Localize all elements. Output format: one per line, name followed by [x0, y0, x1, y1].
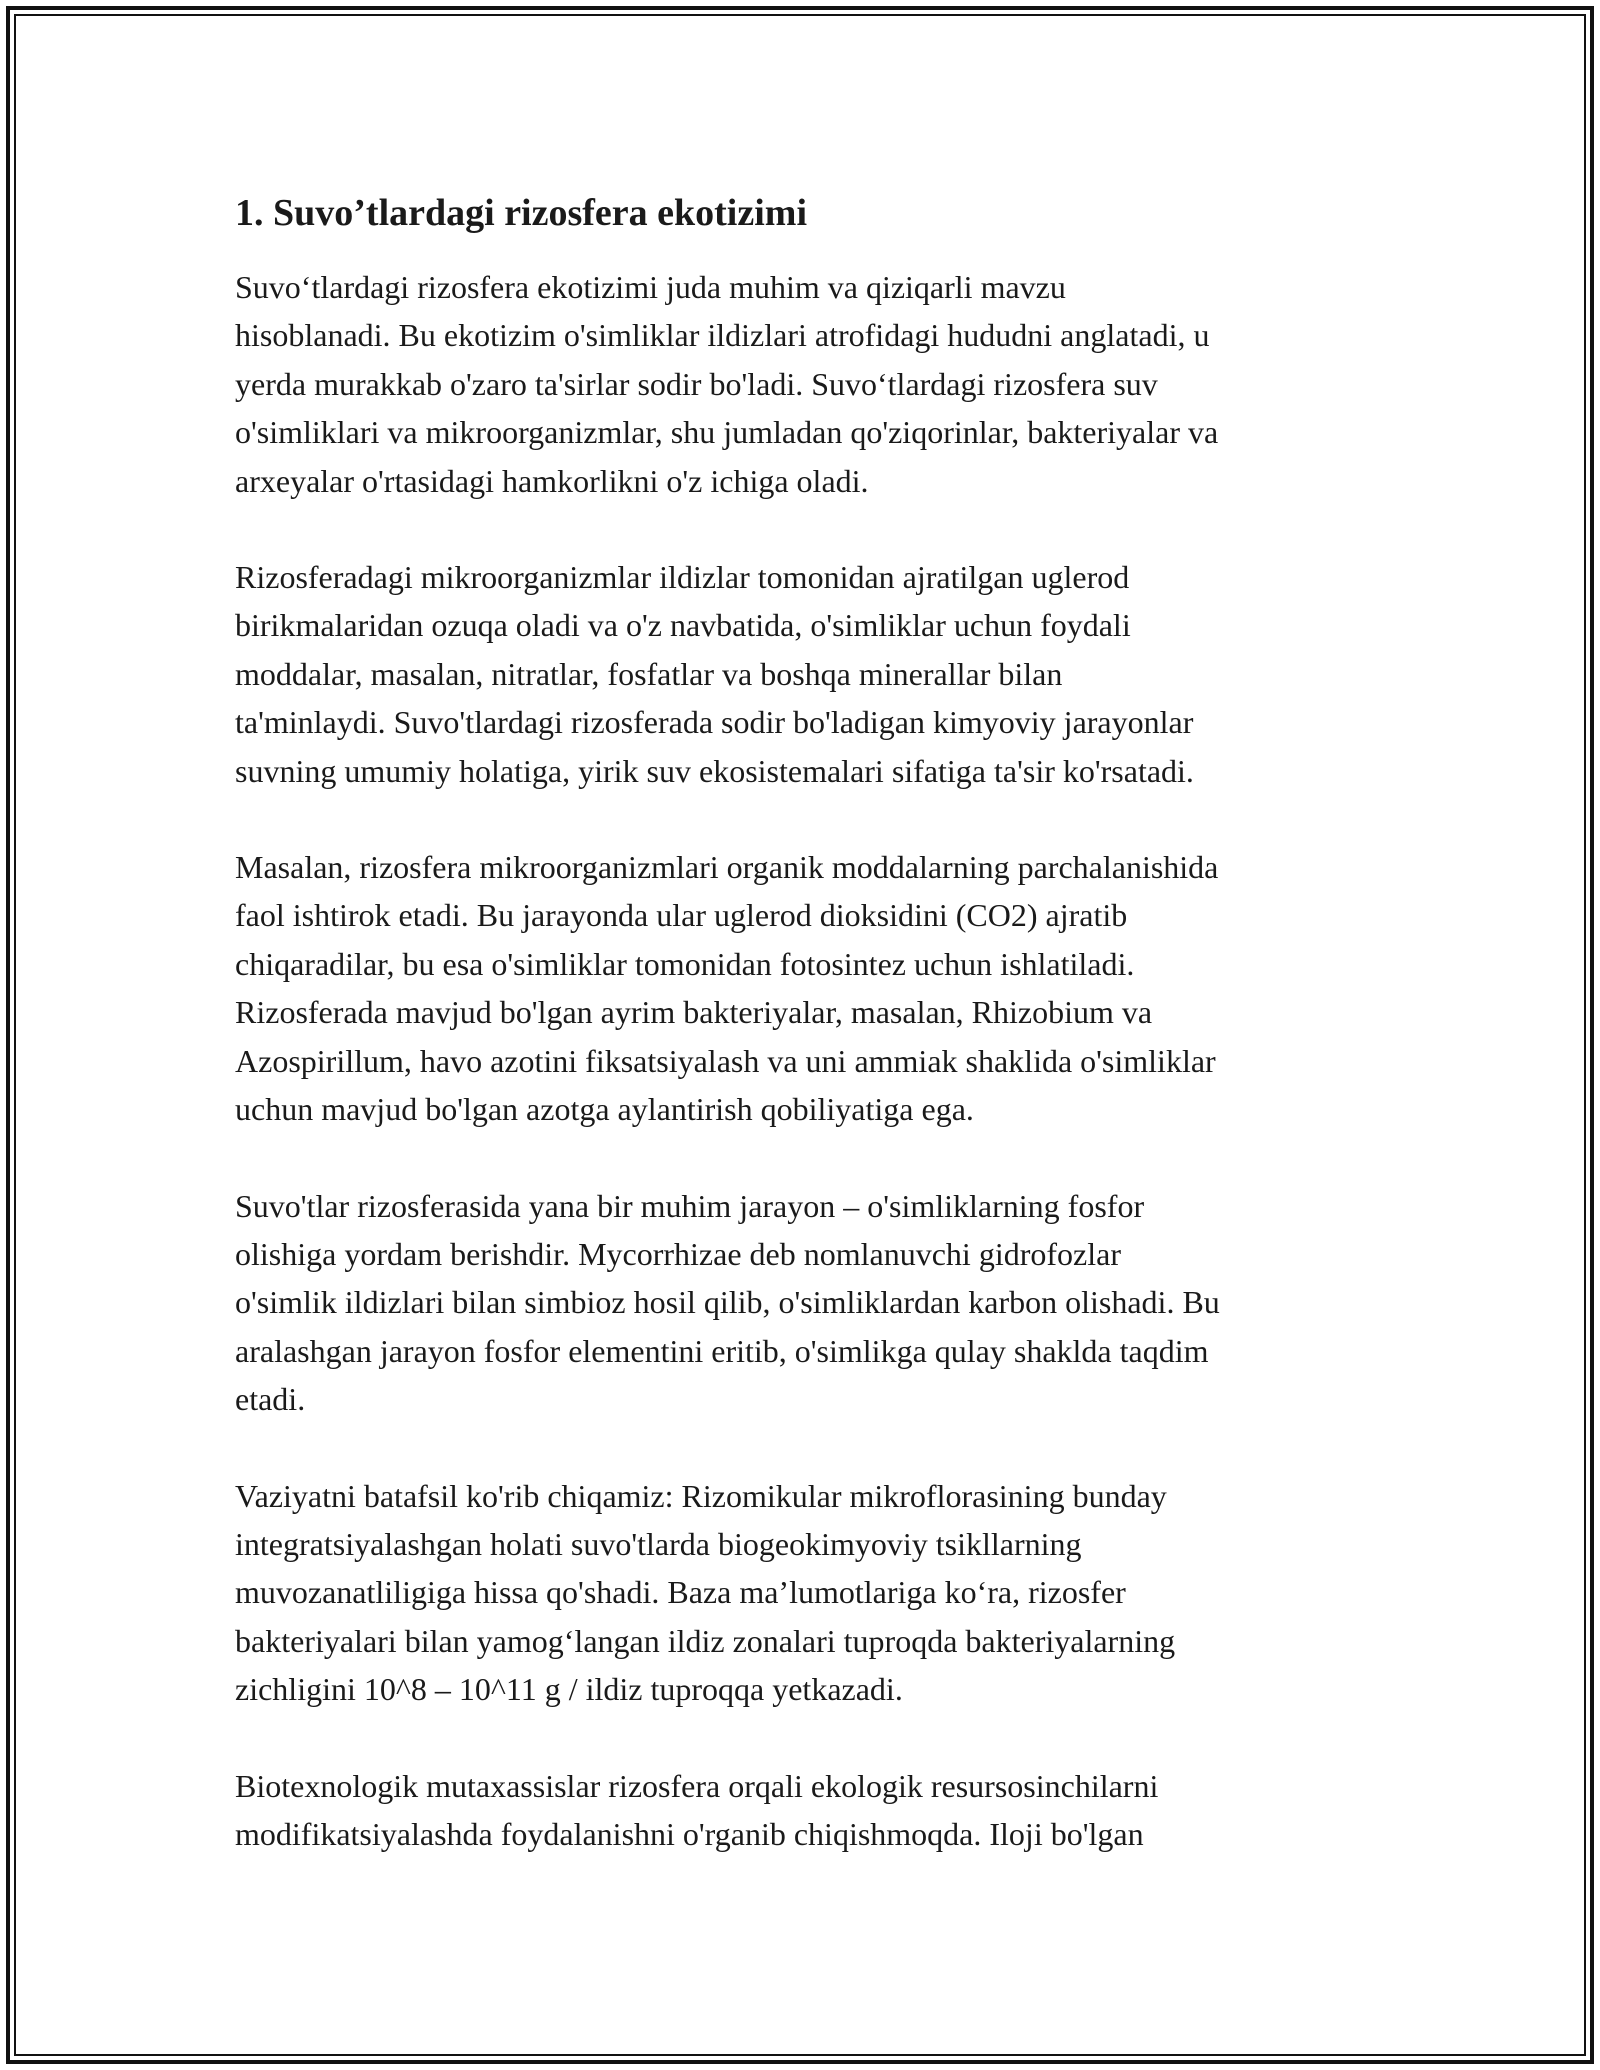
document-body: [235, 185, 1385, 1906]
paragraph-3: Masalan, rizosfera mikroorganizmlari organik moddalarning parchalanishida faol ishtirok etadi. Bu jarayonda ular uglerod dioksidini (CO2) ajratib chiqaradilar, bu esa o'simliklar tomonidan fotosintez uchun ishlatiladi. Rizosferada mavjud bo'lgan ayrim bakteriyalar, masalan, Rhizobium va Azospirillum, havo azotini fiksatsiyalash va uni ammiak shaklida o'simliklar uchun mavjud bo'lgan azotga aylantirish qobiliyatiga ega.: [235, 849, 1219, 1128]
paragraph-2: Rizosferadagi mikroorganizmlar ildizlar tomonidan ajratilgan uglerod birikmalaridan ozuqa oladi va o'z navbatida, o'simliklar uchun foydali moddalar, masalan, nitratlar, fosfatlar va boshqa minerallar bilan ta'minlaydi. Suvo'tlardagi rizosferada sodir bo'ladigan kimyoviy jarayonlar suvning umumiy holatiga, yirik suv ekosistemalari sifatiga ta'sir ko'rsatadi.: [235, 559, 1194, 789]
paragraph-1: Suvo‘tlardagi rizosfera ekotizimi juda muhim va qiziqarli mavzu hisoblanadi. Bu ekotizim o'simliklar ildizlari atrofidagi hududni anglatadi, u yerda murakkab o'zaro ta'sirlar sodir bo'ladi. Suvo‘tlardagi rizosfera suv o'simliklari va mikroorganizmlar, shu jumladan qo'ziqorinlar, bakteriyalar va arxeyalar o'rtasidagi hamkorlikni o'z ichiga oladi.: [235, 269, 1219, 499]
document-title: 1. Suvo’tlardagi rizosfera ekotizimi: [235, 192, 808, 234]
paragraph-4: Suvo'tlar rizosferasida yana bir muhim jarayon – o'simliklarning fosfor olishiga yordam berishdir. Mycorrhizae deb nomlanuvchi gidrofozlar o'simlik ildizlari bilan simbioz hosil qilib, o'simliklardan karbon olishadi. Bu aralashgan jarayon fosfor elementini eritib, o'simlikga qulay shakldа taqdim etadi.: [235, 1187, 1220, 1418]
paragraph-6: Biotexnologik mutaxassislar rizosfera orqali ekologik resursosinchilarni modifikatsiyalashda foydalanishni o'rganib chiqishmoqda. Iloji bo'lgan: [235, 1767, 1159, 1852]
paragraph-5: Vaziyatni batafsil ko'rib chiqamiz: Rizomikular mikroflorasining bunday integratsiyalashgan holati suvo'tlarda biogeokimyoviy tsikllarning muvozanatliligiga hissa qo'shadi. Baza ma’lumotlariga ko‘ra, rizosfer bakteriyalari bilan yamog‘langan ildiz zonalari tuproqda bakteriyalarning zichligini 10^8 – 10^11 g / ildiz tuproqqa yetkazadi.: [235, 1477, 1176, 1708]
